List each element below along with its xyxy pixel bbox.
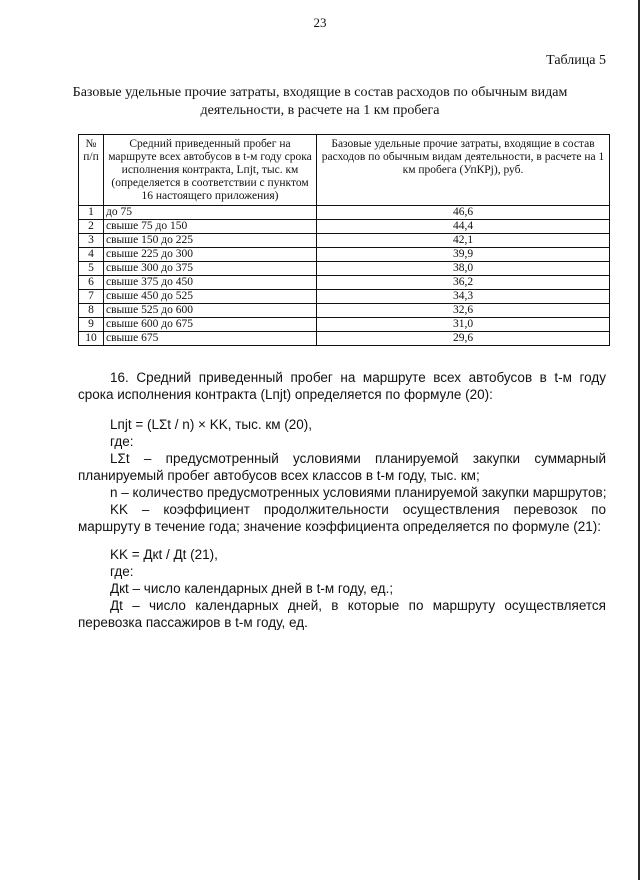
row-num: 4 — [79, 248, 104, 262]
table-label: Таблица 5 — [546, 53, 606, 68]
formula-21: KK = Дкt / Дt (21), — [110, 547, 218, 562]
row-value: 38,0 — [317, 262, 610, 276]
table-row — [79, 304, 610, 318]
table-row — [79, 234, 610, 248]
row-num: 9 — [79, 318, 104, 332]
row-range: свыше 450 до 525 — [104, 290, 317, 304]
definition-dkt: Дкt – число календарных дней в t-м году, ед.; — [110, 581, 394, 596]
table-title: Базовые удельные прочие затраты, входящие в состав расходов по обычным видам деятельности, в расчете на 1 км пробега — [72, 85, 568, 118]
row-range: свыше 75 до 150 — [104, 220, 317, 234]
formula-20: Lпjt = (LΣt / n) × KK, тыс. км (20), — [110, 417, 313, 432]
definition-l-sum: LΣt – предусмотренный условиями планируемой закупки суммарный планируемый пробег автобусов всех классов в t-м году, тыс. км; — [78, 451, 606, 483]
definition-kk: KK – коэффициент продолжительности осуществления перевозок по маршруту в течение года; значение коэффициента определяется по формуле (21): — [78, 502, 606, 534]
table-row — [79, 262, 610, 276]
row-num: 3 — [79, 234, 104, 248]
row-value: 44,4 — [317, 220, 610, 234]
table-row — [79, 332, 610, 346]
table-row — [79, 276, 610, 290]
row-value: 42,1 — [317, 234, 610, 248]
row-range: свыше 525 до 600 — [104, 304, 317, 318]
table-row — [79, 318, 610, 332]
row-num: 10 — [79, 332, 104, 346]
table-row — [79, 220, 610, 234]
row-value: 39,9 — [317, 248, 610, 262]
page-number: 23 — [313, 15, 327, 30]
definition-dt: Дt – число календарных дней, в которые по маршруту осуществляется перевозка пассажиров в t-м году, ед. — [78, 598, 606, 630]
row-range: свыше 150 до 225 — [104, 234, 317, 248]
row-range: до 75 — [104, 206, 317, 220]
row-range: свыше 600 до 675 — [104, 318, 317, 332]
definition-n: n – количество предусмотренных условиями планируемой закупки маршрутов; — [110, 485, 607, 500]
header-num: № п/п — [79, 135, 104, 206]
row-num: 1 — [79, 206, 104, 220]
row-num: 8 — [79, 304, 104, 318]
table-row — [79, 248, 610, 262]
table-header-row — [79, 135, 610, 206]
where-label: где: — [110, 434, 134, 449]
cost-table — [78, 134, 610, 346]
row-range: свыше 675 — [104, 332, 317, 346]
row-value: 31,0 — [317, 318, 610, 332]
row-range: свыше 300 до 375 — [104, 262, 317, 276]
row-num: 5 — [79, 262, 104, 276]
where-label-2: где: — [110, 564, 134, 579]
row-value: 32,6 — [317, 304, 610, 318]
row-num: 2 — [79, 220, 104, 234]
row-value: 36,2 — [317, 276, 610, 290]
table-row — [79, 206, 610, 220]
row-value: 29,6 — [317, 332, 610, 346]
header-range: Средний приведенный пробег на маршруте всех автобусов в t-м году срока исполнения контракта, Lпjt, тыс. км (определяется в соответствии с пунктом 16 настоящего приложения) — [104, 135, 317, 206]
row-value: 46,6 — [317, 206, 610, 220]
row-value: 34,3 — [317, 290, 610, 304]
row-range: свыше 225 до 300 — [104, 248, 317, 262]
row-num: 6 — [79, 276, 104, 290]
row-num: 7 — [79, 290, 104, 304]
header-value: Базовые удельные прочие затраты, входящие в состав расходов по обычным видам деятельности, в расчете на 1 км пробега (УпКРj), руб. — [317, 135, 610, 206]
paragraph-16: 16. Средний приведенный пробег на маршруте всех автобусов в t-м году срока исполнения контракта (Lпjt) определяется по формуле (20): — [78, 370, 606, 402]
table-row — [79, 290, 610, 304]
row-range: свыше 375 до 450 — [104, 276, 317, 290]
